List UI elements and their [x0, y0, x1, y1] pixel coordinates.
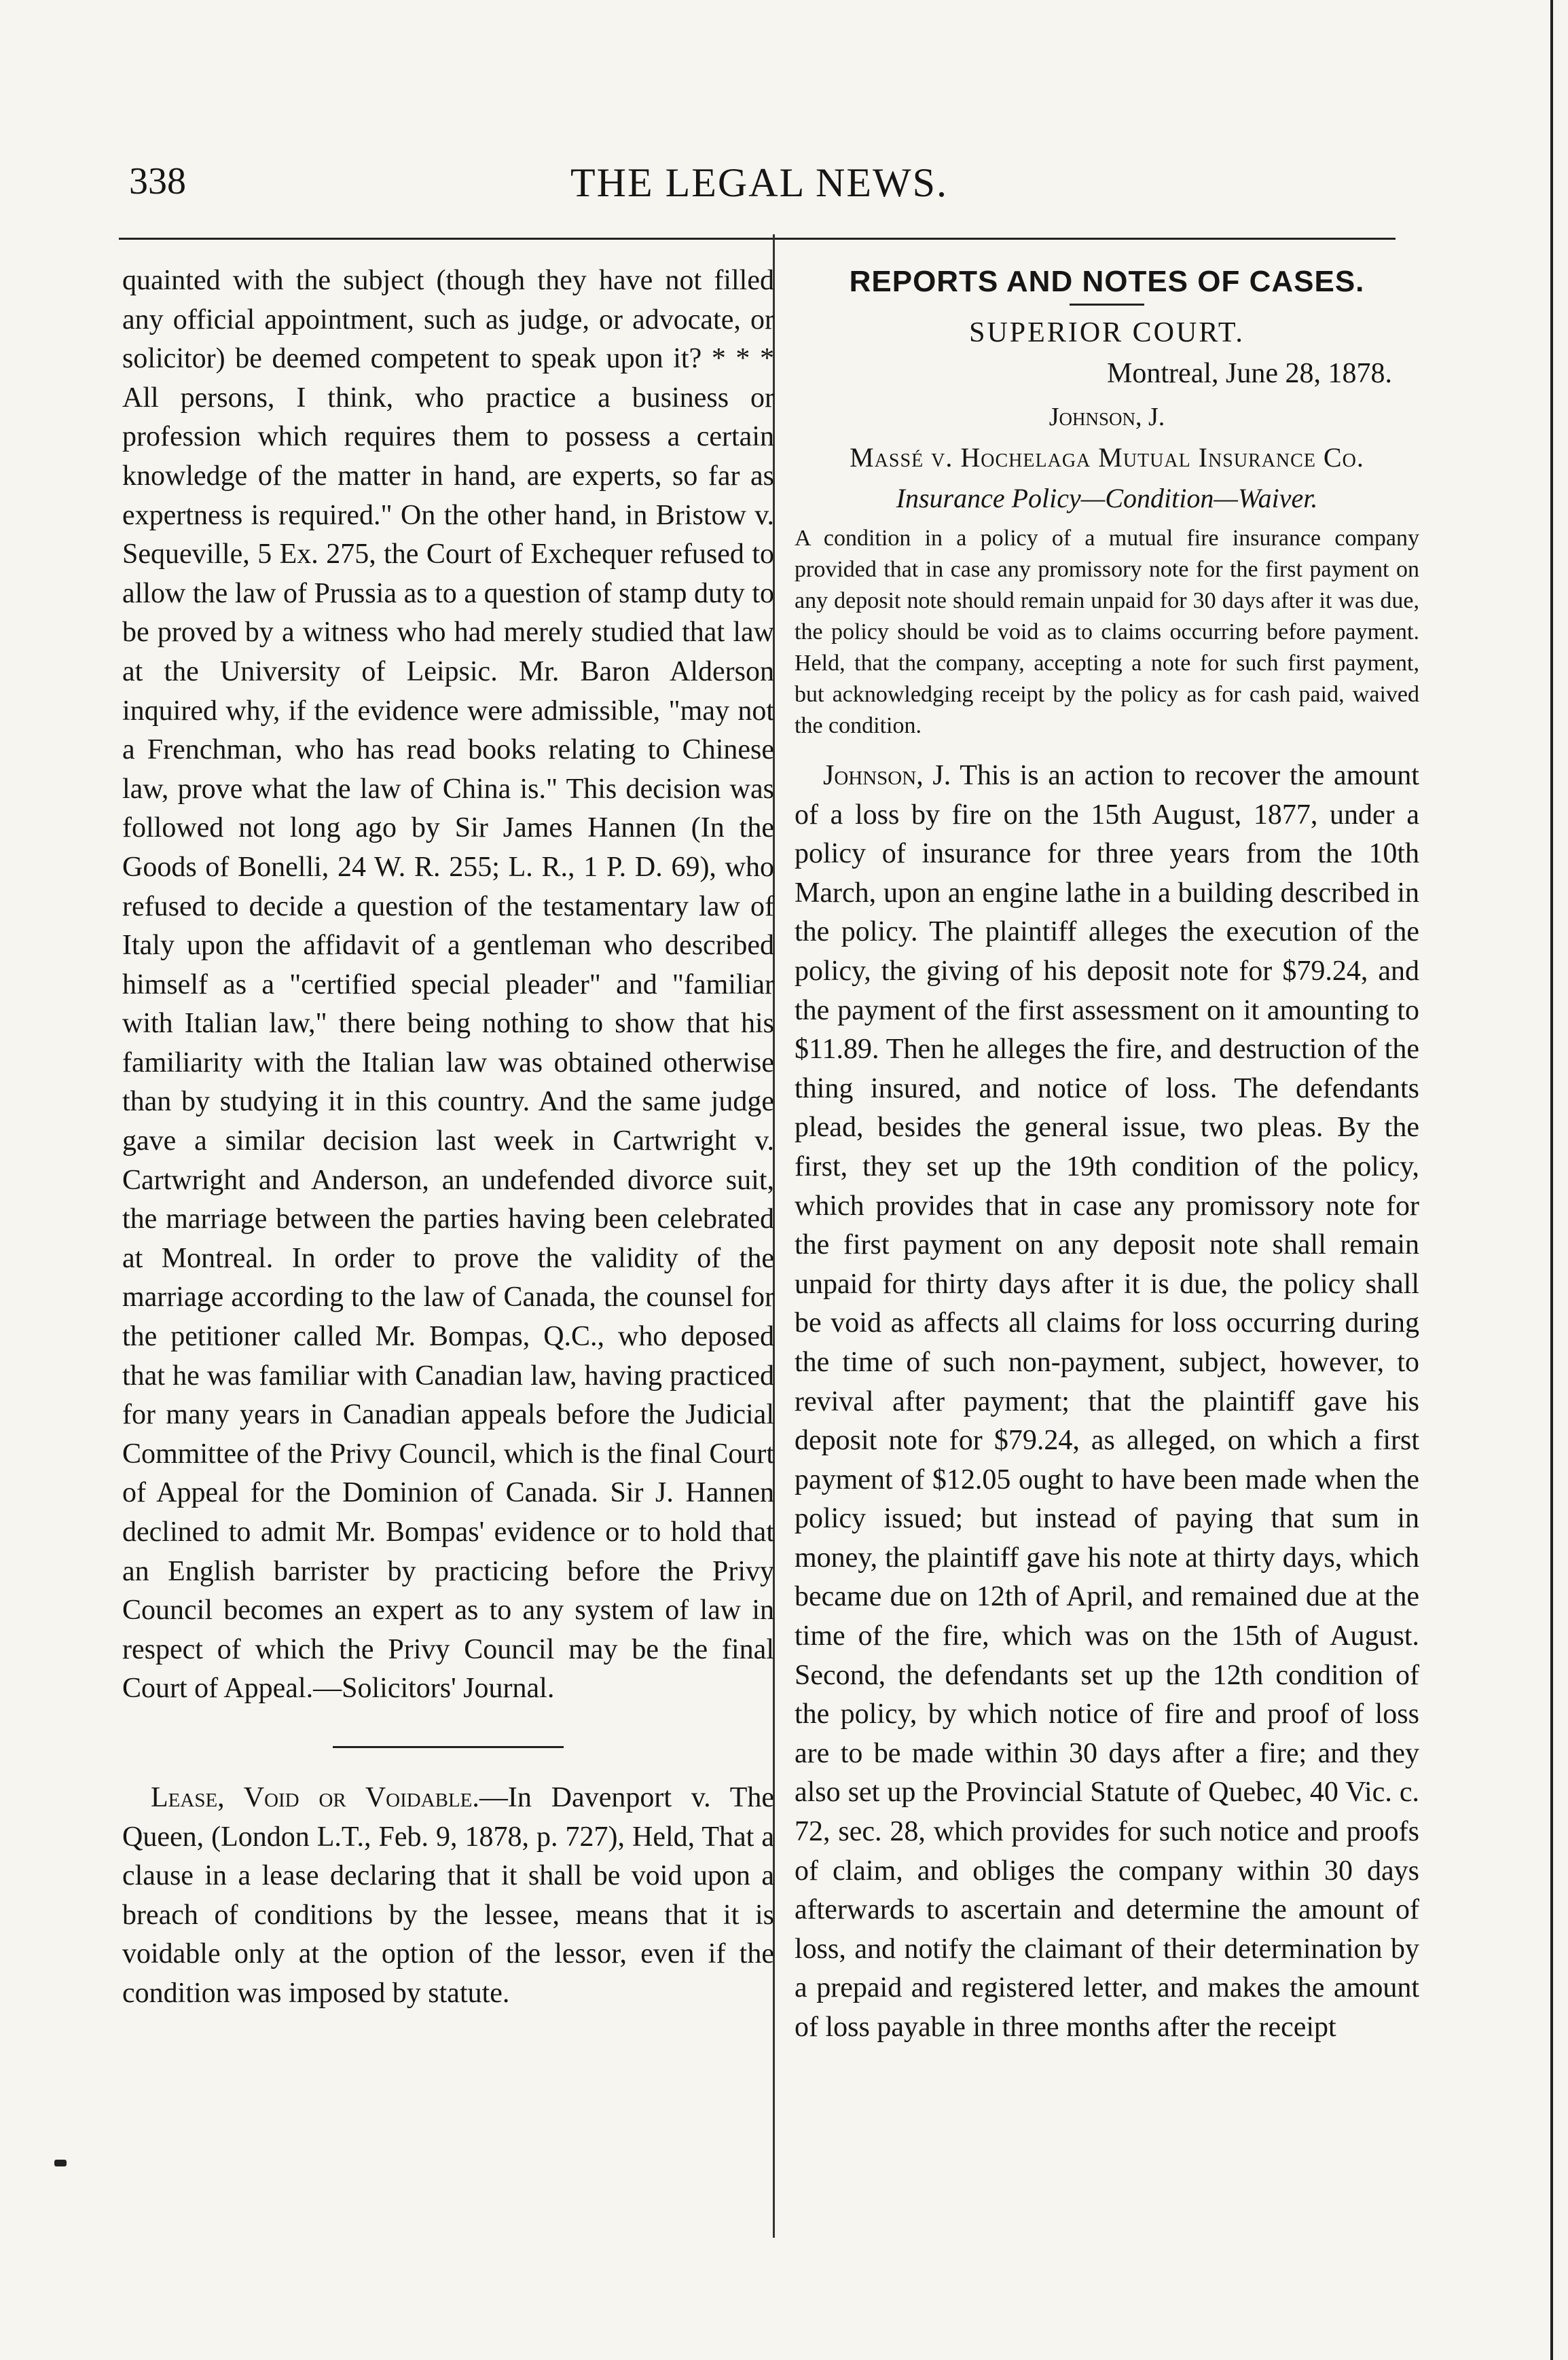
- title-rule: [1070, 304, 1144, 306]
- lease-heading: Lease, Void or Voidable.: [151, 1781, 479, 1813]
- continued-paragraph: quainted with the subject (though they have not filled any official appointment, such as judge, or advocate, or solicitor) be deemed competent to speak upon it? * * * All persons, I think, who practice a business or profession which requires them to possess a certain knowledge of the matter in hand, are experts, so far as expertness is required." On the other hand, in Bristow v. Sequeville, 5 Ex. 275, the Court of Exchequer refused to allow the law of Prussia as to a question of stamp duty to be proved by a witness who had merely studied that law at the University of Leipsic. Mr. Baron Alderson inquired why, if the evidence were admissible, "may not a Frenchman, who has read books relating to Chinese law, prove what the law of China is." This decision was followed not long ago by Sir James Hannen (In the Goods of Bonelli, 24 W. R. 255; L. R., 1 P. D. 69), who refused to decide a question of the testamentary law of Italy upon the affidavit of a gentleman who described himself as a "certified special pleader" and "familiar with Italian law," there being nothing to show that his familiarity with the Italian law was obtained otherwise than by studying it in this country. And the same judge gave a similar decision last week in Cartwright v. Cartwright and Anderson, an undefended divorce suit, the marriage between the parties having been celebrated at Montreal. In order to prove the validity of the marriage according to the law of Canada, the counsel for the petitioner called Mr. Bompas, Q.C., who deposed that he was familiar with Canadian law, having practiced for many years in Canadian appeals before the Judicial Committee of the Privy Council, which is the final Court of Appeal for the Dominion of Canada. Sir J. Hannen declined to admit Mr. Bompas' evidence or to hold that an English barrister by practicing before the Privy Council becomes an expert as to any system of law in respect of which the Privy Council may be the final Court of Appeal.—Solicitors' Journal.: [122, 265, 774, 1705]
- opinion-paragraph: [795, 757, 1419, 2048]
- journal-title: THE LEGAL NEWS.: [570, 160, 948, 205]
- court-name: SUPERIOR COURT.: [969, 317, 1245, 348]
- case-subject: [795, 478, 1419, 519]
- page-header: [129, 160, 1406, 221]
- case-subject-text: Insurance Policy—Condition—Waiver.: [896, 483, 1318, 513]
- place-date: Montreal, June 28, 1878.: [1107, 358, 1392, 389]
- margin-mark: [54, 2160, 67, 2166]
- section-rule: [333, 1746, 564, 1748]
- page-edge: [1550, 0, 1553, 2360]
- headnote: A condition in a policy of a mutual fire insurance company provided that in case any promissory note for the first payment on any deposit note should remain unpaid for 30 days after it was due, the policy should be void as to claims occurring before payment. Held, that the company, accepting a note for such first payment, but acknowledging receipt by the policy as for cash paid, waived the condition.: [795, 526, 1419, 738]
- lease-text: —In Davenport v. The Queen, (London L.T., Feb. 9, 1878, p. 727), Held, That a clause in a lease declaring that it shall be void upon a breach of conditions by the lessee, means that it is voidable only at the option of the lessor, even if the condition was imposed by statute.: [122, 1781, 774, 2009]
- judge-name: Johnson, J.: [1049, 403, 1165, 431]
- page-number: 338: [129, 160, 186, 202]
- left-column: [122, 261, 774, 2014]
- right-column: [795, 261, 1419, 2048]
- section-title: REPORTS AND NOTES OF CASES.: [849, 265, 1365, 298]
- opinion-judge: Johnson, J.: [823, 760, 951, 791]
- case-title: Massé v. Hochelaga Mutual Insurance Co.: [850, 442, 1364, 473]
- header-rule: [119, 238, 1396, 240]
- opinion-text: This is an action to recover the amount of a loss by fire on the 15th August, 1877, under a policy of insurance for three years from the 10th March, upon an engine lathe in a building described in the policy. The plaintiff alleges the execution of the policy, the giving of his deposit note for $79.24, and the payment of the first assessment on it amounting to $11.89. Then he alleges the fire, and destruction of the thing insured, and notice of loss. The defendants plead, besides the general issue, two pleas. By the first, they set up the 19th condition of the policy, which provides that in case any promissory note for the first payment on any deposit note shall remain unpaid for thirty days after it is due, the policy shall be void as affects all claims for loss occurring during the time of such non-payment, subject, however, to revival after payment; that the plaintiff gave his deposit note for $79.24, as alleged, on which a first payment of $12.05 ought to have been made when the policy issued; but instead of paying that sum in money, the plaintiff gave his note at thirty days, which became due on 12th of April, and remained due at the time of the fire, which was on the 15th of August. Second, the defendants set up the 12th condition of the policy, by which notice of fire and proof of loss are to be made within 30 days after a fire; and they also set up the Provincial Statute of Quebec, 40 Vic. c. 72, sec. 28, which provides for such notice and proofs of claim, and obliges the company within 30 days afterwards to ascertain and determine the amount of loss, and notify the claimant of their determination by a prepaid and registered letter, and makes the amount of loss payable in three months after the receipt: [795, 760, 1419, 2043]
- lease-note: [122, 1779, 774, 2014]
